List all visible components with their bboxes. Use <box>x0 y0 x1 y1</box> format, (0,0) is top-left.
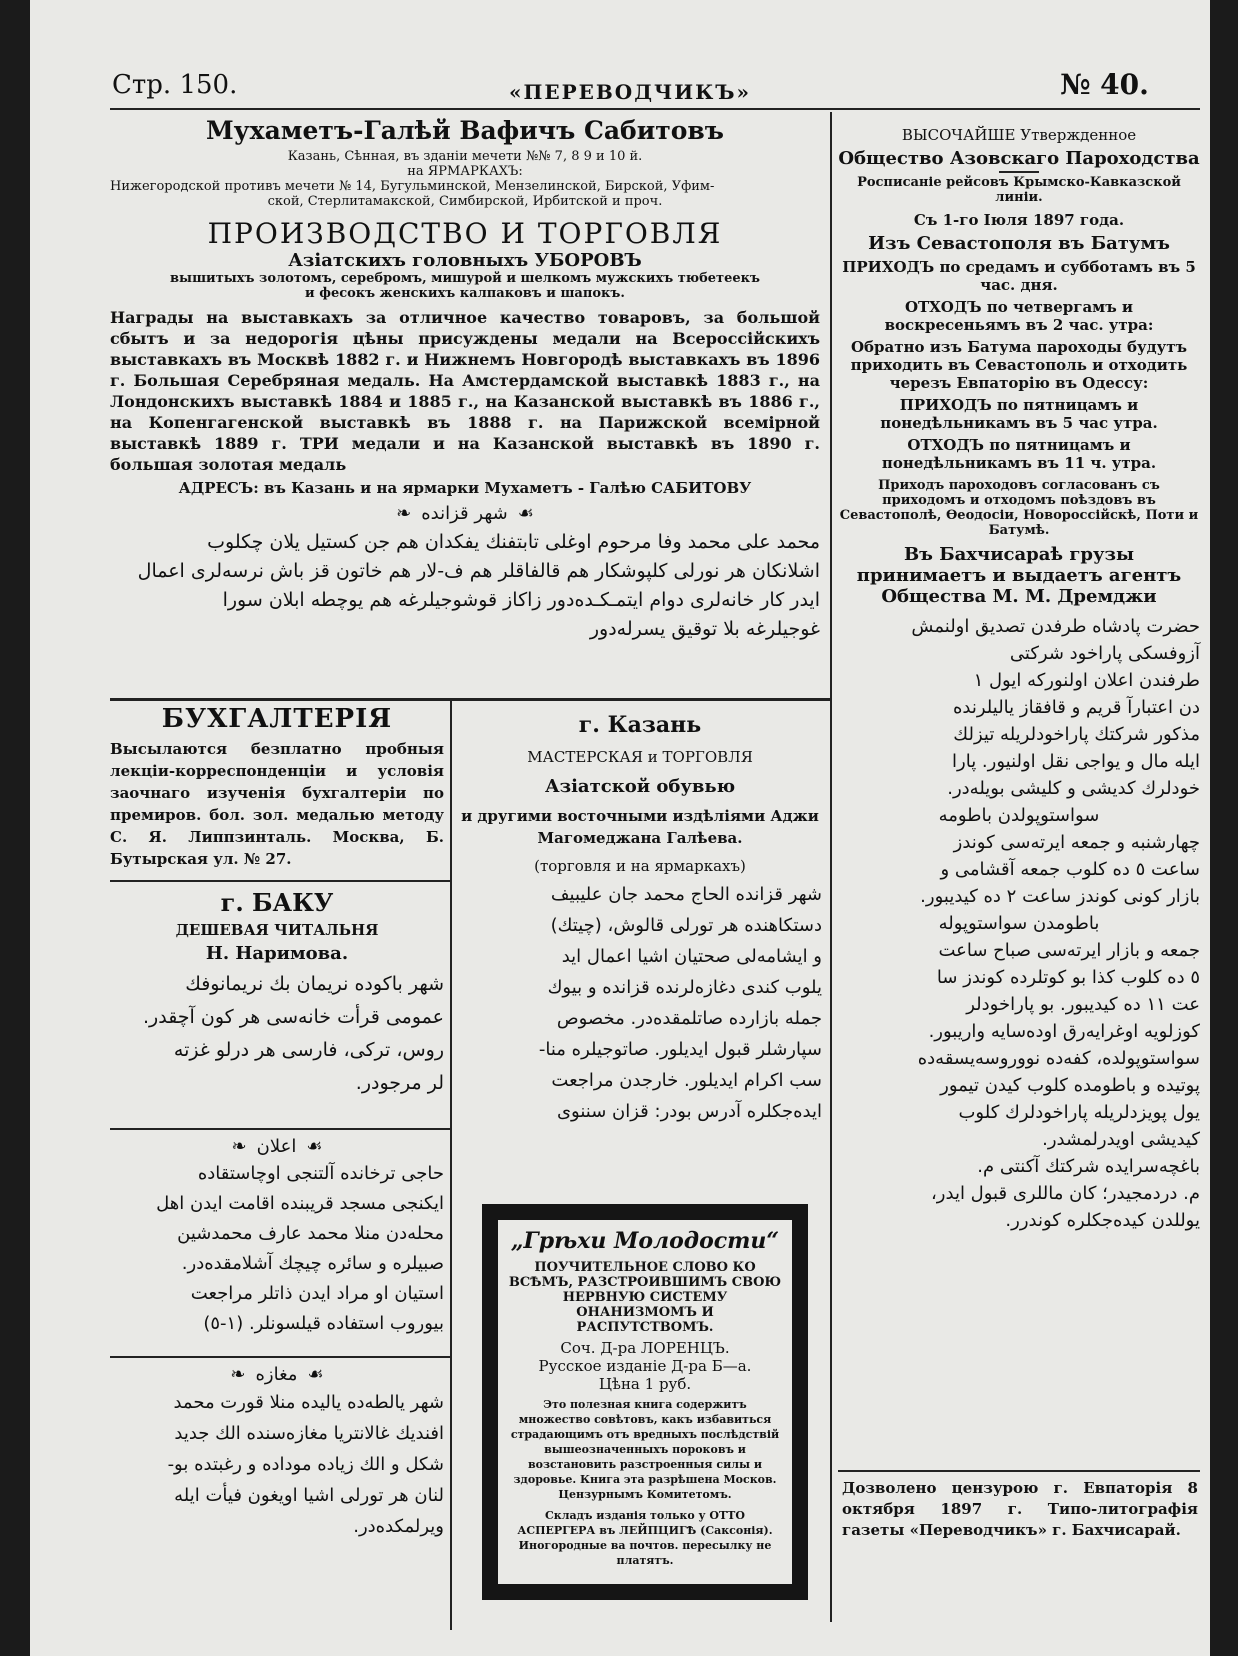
azov-tatar-text: حضرت پادشاه طرفدن تصديق اولنمش آزوفسكی پاراخود شركتی طرفندن اعلان اولنوركە ايول ١ دن اعتبارآ قريم و قافقاز ياليلرنده مذكور شركتك پاراخودلريلە تيزلك ايلە مال و يواجی نقل اولنيور. پارا خودلرك كديشی و كليشی بويلەدر. سواستوپولدن باطومە چهارشنبە و جمعە ايرتەسی كوندز ساعت ٥ دە كلوب جمعە آقشامی و بازار كونی كوندز ساعت ٢ دە كيديبور. باطومدن سواستوپولە جمعە و بازار ايرتەسی صباح ساعت ٥ دە كلوب كذا بو كوتلردە كوندز سا عت ١١ دە كيديبور. بو پاراخودلر كوزلويە اوغرايەرق اودەسايە واريبور. سواستوپولدە، كفەدە نووروسەيسقەدە پوتيدە و باطومدە كلوب كيدن تيمور يول پويزدلريلە پاراخودلرك كلوب كيديشی اويدرلمشدر. باغچەسرايدە شركتك آكنتی م. م. دردمجیدر؛ كان ماللری قبول ايدر، يوللدن كيدەجكلرە كوندرر. <box>838 613 1200 1234</box>
ad-contact-address: АДРЕСЪ: въ Казань и на ярмарки Мухаметъ - Галѣю САБИТОВУ <box>178 479 752 497</box>
ornament-left-icon: ❧ <box>230 1364 246 1385</box>
announcement-ad <box>110 1136 444 1339</box>
ad-fairs-line: Нижегородской противъ мечети № 14, Бугульминской, Мензелинской, Бирской, Уфим- <box>110 179 715 194</box>
accounting-ad <box>110 704 444 870</box>
page-number: Стр. 150. <box>112 70 238 100</box>
ad-fairs-label: на ЯРМАРКАХЪ: <box>407 164 523 179</box>
masthead: «ПЕРЕВОДЧИКЪ» <box>508 80 751 104</box>
baku-ad <box>110 888 444 1100</box>
azov-agent: Въ Бахчисараѣ грузы принимаетъ и выдаетъ агентъ Общества М. М. Дремджи <box>856 544 1182 607</box>
section-rule <box>110 1128 450 1130</box>
book-author: Соч. Д-ра ЛОРЕНЦЪ. <box>560 1339 730 1357</box>
azov-ad <box>838 126 1200 1234</box>
azov-departure-2: ОТХОДЪ по пятницамъ и понедѣльникамъ въ 11 ч. утра. <box>881 436 1157 472</box>
ornament-right-icon: ☙ <box>517 503 534 524</box>
ad-subhead: Азіатскихъ головныхъ УБОРОВЪ <box>288 250 642 271</box>
azov-sub-title-2: باطومدن سواستوپولە <box>938 913 1100 934</box>
book-description: Это полезная книга содержитъ множество совѣтовъ, какъ избавиться страдающимъ отъ вредныхъ послѣдствій вышеозначенныхъ пороковъ и возстановить разстроенныя силы и здоровье. Книга эта разрѣшена Москов. Цензурнымъ Комитетомъ. <box>510 1398 780 1501</box>
azov-date: Съ 1-го Іюля 1897 года. <box>913 211 1125 229</box>
baku-tatar-text: شهر باكودە نريمان بك نريمانوفك عمومی قرأت خانەسی هر كون آچقدر. روس، تركی، فارسی هر درلو غزتە لر مرجودر. <box>143 973 444 1094</box>
shop-text: شهر يالطەدە يالیدە منلا قورت محمد افنديك غالانتريا مغازەسندە الك جديد شكل و الك زيادە مودادە و رغبتدە بو- لنان هر تورلی اشيا اويغون فيأت ايلە ويرلمكدەدر. <box>167 1392 444 1537</box>
announcement-text: حاجی ترخانده آلتنجی اوچاستقادە ايكنجی مسجد قريبندە اقامت ايدن اهل محلەدن منلا محمد عارف محمدشين صبيلرە و سائرە چيچك آشلامقدەدر. استيان او مراد ايدن ذاتلر مراجعت بيوروب استفادە قيلسونلر. (١-٥) <box>156 1163 444 1334</box>
announcement-title: ❧ اعلان ☙ <box>231 1136 323 1157</box>
shop-ad <box>110 1364 444 1542</box>
azov-company: Общество Азовскаго Пароходства <box>838 148 1200 169</box>
ad-address-line: Казань, Сѣнная, въ зданіи мечети №№ 7, 8 9 и 10 й. <box>287 149 643 164</box>
baku-reading-room: ДЕШЕВАЯ ЧИТАЛЬНЯ <box>175 921 379 939</box>
ad-description-2: и фесокъ женскихъ калпаковъ и шапокъ. <box>305 286 625 301</box>
divider <box>999 171 1039 173</box>
ornament-left-icon: ❧ <box>396 503 412 524</box>
newspaper-page <box>30 0 1210 1656</box>
azov-departure: ОТХОДЪ по четвергамъ и воскресеньямъ въ 2 час. утра: <box>884 298 1154 334</box>
censor-rule <box>838 1470 1200 1472</box>
baku-owner: Н. Наримова. <box>205 943 349 964</box>
accounting-body: Высылаются безплатно пробныя лекціи-корреспонденціи и условія заочнаго изученія бухгалтеріи по премиров. бол. зол. медалью методу С. Я. Липпзинталь. Москва, Б. Бутырская ул. № 27. <box>110 740 444 868</box>
book-distributor: Складъ изданія только у ОТТО АСПЕРГЕРА въ ЛЕЙПЦИГѢ (Саксонія). Иногородные ва почтов. пересылку не платятъ. <box>517 1509 773 1567</box>
ad-headline: ПРОИЗВОДСТВО И ТОРГОВЛЯ <box>207 217 723 250</box>
issue-number: № 40. <box>1060 68 1149 101</box>
accounting-title: БУХГАЛТЕРІЯ <box>161 704 393 734</box>
book-title: „Грѣхи Молодости“ <box>510 1228 780 1254</box>
section-rule <box>110 880 450 882</box>
book-edition: Русское изданіе Д-ра Б—а. <box>538 1357 752 1375</box>
kazan-description: и другими восточными издѣліями Аджи Магомеджана Галѣева. <box>461 807 819 847</box>
shop-title: ❧ مغازە ☙ <box>230 1364 324 1385</box>
section-rule <box>110 698 830 701</box>
azov-note: Приходъ пароходовъ согласованъ съ приходомъ и отходомъ поѣздовъ въ Севастополѣ, Ѳеодосіи, Новороссійскѣ, Поти и Батумѣ. <box>839 478 1199 538</box>
azov-sub-title: سواستوپولدن باطومە <box>938 805 1100 826</box>
kazan-title: г. Казань <box>578 712 702 738</box>
kazan-note: (торговля и на ярмаркахъ) <box>534 857 746 875</box>
azov-arrival-2: ПРИХОДЪ по пятницамъ и понедѣльникамъ въ 5 час утра. <box>880 396 1158 432</box>
ornament-right-icon: ☙ <box>307 1364 324 1385</box>
tatar-ad-text: محمد علی محمد وفا مرحوم اوغلی تابتفنك يفكدان هم جن كستيل يلان چكلوب اشلانكان هر نورلی كلپوشكار هم قالفاقلر هم ف-لار هم خاتون قز باش نرسەلری اعمال ايدر كار خانەلری دوام ايتمـكـدەدور زاكاز قوشوجیلرغە هم يوچطە ابلان سورا غوجیلرغە بلا توقيق يسرلەدور <box>137 531 820 640</box>
censor-note: Дозволено цензурою г. Евпаторія 8 октября 1897 г. Типо-литографія газеты «Переводчикъ» г. Бахчисарай. <box>842 1479 1198 1539</box>
merchant-name: Мухаметъ-Галѣй Вафичъ Сабитовъ <box>206 116 724 145</box>
middle-column-rule <box>450 700 452 1630</box>
kazan-tatar-text: شهر قزانده الحاج محمد جان عليبيف دستكاهندە هر تورلی قالوش، (چيتك) و ايشامەلی صحتيان اشيا اعمال ايد يلوب كندی دغازەلرندە قزاندە و بيوك جملە بازاردە صاتلمقدەدر. مخصوص سپارشلر قبول ايديلور. صاتوجيلرە منا- سب اكرام ايديلور. خارجدن مراجعت ايدەجكلرە آدرس بودر: قزان سننوی <box>538 884 822 1122</box>
azov-arrival: ПРИХОДЪ по средамъ и субботамъ въ 5 час. дня. <box>842 258 1196 294</box>
right-column-rule <box>830 112 832 1622</box>
book-ad <box>482 1204 808 1600</box>
ornament-left-icon: ❧ <box>231 1136 247 1157</box>
sabitov-ad <box>110 116 820 644</box>
ad-description: вышитыхъ золотомъ, серебромъ, мишурой и шелкомъ мужскихъ тюбетеекъ <box>170 271 760 286</box>
header-rule <box>110 108 1200 110</box>
kazan-workshop: МАСТЕРСКАЯ и ТОРГОВЛЯ <box>527 748 753 766</box>
kazan-product: Азіатской обувью <box>544 776 736 797</box>
ornament-right-icon: ☙ <box>306 1136 323 1157</box>
ad-fairs-line-2: ской, Стерлитамакской, Симбирской, Ирбитской и проч. <box>267 194 663 209</box>
kazan-ad <box>458 712 822 1127</box>
book-subtitle: ПОУЧИТЕЛЬНОЕ СЛОВО КО ВСѢМЪ, РАЗСТРОИВШИМЪ СВОЮ НЕРВНУЮ СИСТЕМУ ОНАНИЗМОМЪ И РАСПУТСТВОМЪ. <box>508 1260 782 1335</box>
section-rule <box>110 1356 450 1358</box>
ad-awards: Награды на выставкахъ за отличное качество товаровъ, за большой сбытъ и за недорогія цѣны присуждены медали на Всероссійскихъ выставкахъ въ Москвѣ 1882 г. и Нижнемъ Новгородѣ выставкахъ въ 1896 г. Большая Серебряная медаль. На Амстердамской выставкѣ 1883 г., на Лондонскихъ выставкѣ 1884 и 1885 г., на Казанской выставкѣ въ 1886 г., на Копенгагенской выставкѣ въ 1888 г. на Парижской всемірной выставкѣ 1889 г. ТРИ медали и на Казанской выставкѣ въ 1890 г. большая золотая медаль <box>110 308 820 474</box>
baku-title: г. БАКУ <box>220 888 334 917</box>
azov-route: Изъ Севастополя въ Батумъ <box>868 233 1170 254</box>
azov-return: Обратно изъ Батума пароходы будутъ приходить въ Севастополь и отходить черезъ Евпаторію въ Одессу: <box>850 338 1188 392</box>
azov-line: ВЫСОЧАЙШЕ Утвержденное <box>901 126 1137 144</box>
book-price: Цѣна 1 руб. <box>598 1375 692 1393</box>
tatar-ornament-title: ❧ شهر قزانده ☙ <box>396 503 534 524</box>
azov-schedule-title: Росписаніе рейсовъ Крымско-Кавказской линіи. <box>857 175 1181 205</box>
